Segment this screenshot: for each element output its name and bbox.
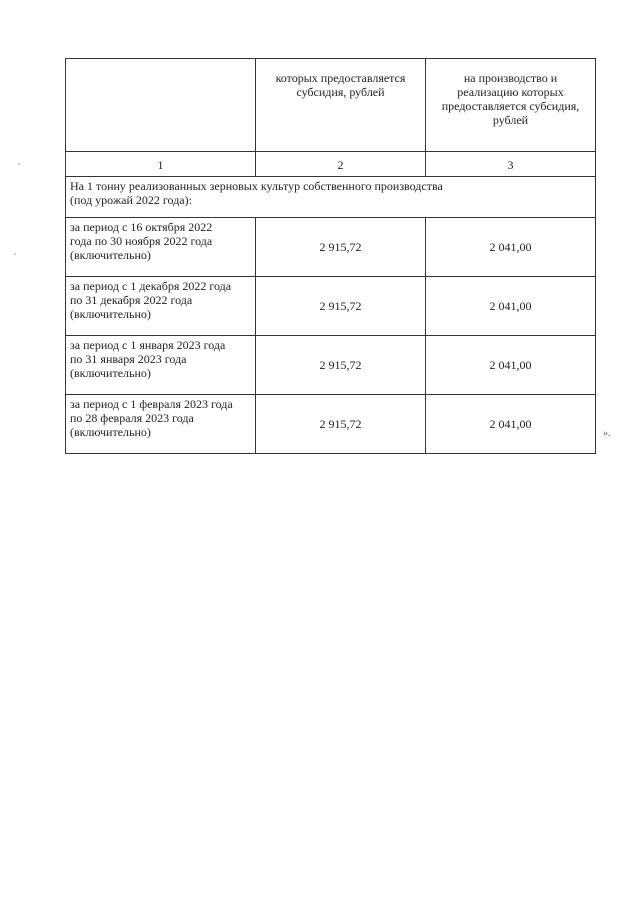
period-label-line: по 31 января 2023 года (70, 352, 187, 366)
subsidy-value-col3: 2 041,00 (426, 218, 596, 277)
subsidy-value-col3: 2 041,00 (426, 277, 596, 336)
subsidy-value-col3: 2 041,00 (426, 395, 596, 454)
table-row (66, 218, 596, 277)
period-label-line: за период с 16 октября 2022 (70, 220, 213, 234)
subsidy-value-col3: 2 041,00 (426, 336, 596, 395)
period-label (66, 277, 256, 336)
period-label-line: за период с 1 января 2023 года (70, 338, 226, 352)
period-label-line: (включительно) (70, 425, 151, 439)
period-label-line: (включительно) (70, 366, 151, 380)
period-label-line: (включительно) (70, 307, 151, 321)
subsidy-value-col2: 2 915,72 (256, 218, 426, 277)
header-cell-2-line: которых предоставляется (275, 71, 406, 85)
period-label (66, 395, 256, 454)
period-label (66, 336, 256, 395)
table-row (66, 277, 596, 336)
period-label-line: за период с 1 декабря 2022 года (70, 279, 232, 293)
table-header-row (66, 59, 596, 152)
column-number-2: 2 (256, 152, 426, 177)
section-heading (66, 177, 596, 218)
header-cell-3-line: реализацию которых (457, 85, 564, 99)
period-label-line: за период с 1 февраля 2023 года (70, 397, 233, 411)
scan-speck (18, 163, 20, 165)
section-heading-line: (под урожай 2022 года): (70, 193, 192, 207)
header-cell-3 (426, 59, 596, 152)
subsidy-value-col2: 2 915,72 (256, 395, 426, 454)
section-heading-line: На 1 тонну реализованных зерновых культур собственного производства (70, 179, 443, 193)
period-label-line: по 31 декабря 2022 года (70, 293, 193, 307)
subsidy-value-col2: 2 915,72 (256, 336, 426, 395)
table-row (66, 336, 596, 395)
header-cell-2-line: субсидия, рублей (296, 85, 385, 99)
column-number-1: 1 (66, 152, 256, 177)
table-row (66, 395, 596, 454)
closing-quote-mark: ». (603, 428, 611, 439)
period-label-line: по 28 февраля 2023 года (70, 411, 194, 425)
subsidy-value-col2: 2 915,72 (256, 277, 426, 336)
period-label-line: года по 30 ноября 2022 года (70, 234, 213, 248)
header-cell-3-line: рублей (492, 113, 529, 127)
column-number-3: 3 (426, 152, 596, 177)
subsidy-rates-table (65, 58, 596, 454)
scan-speck (14, 253, 16, 255)
header-cell-1 (66, 59, 256, 152)
header-cell-3-line: предоставляется субсидия, (441, 99, 580, 113)
header-cell-2 (256, 59, 426, 152)
period-label (66, 218, 256, 277)
section-row (66, 177, 596, 218)
period-label-line: (включительно) (70, 248, 151, 262)
header-cell-3-line: на производство и (463, 71, 558, 85)
column-number-row (66, 152, 596, 177)
